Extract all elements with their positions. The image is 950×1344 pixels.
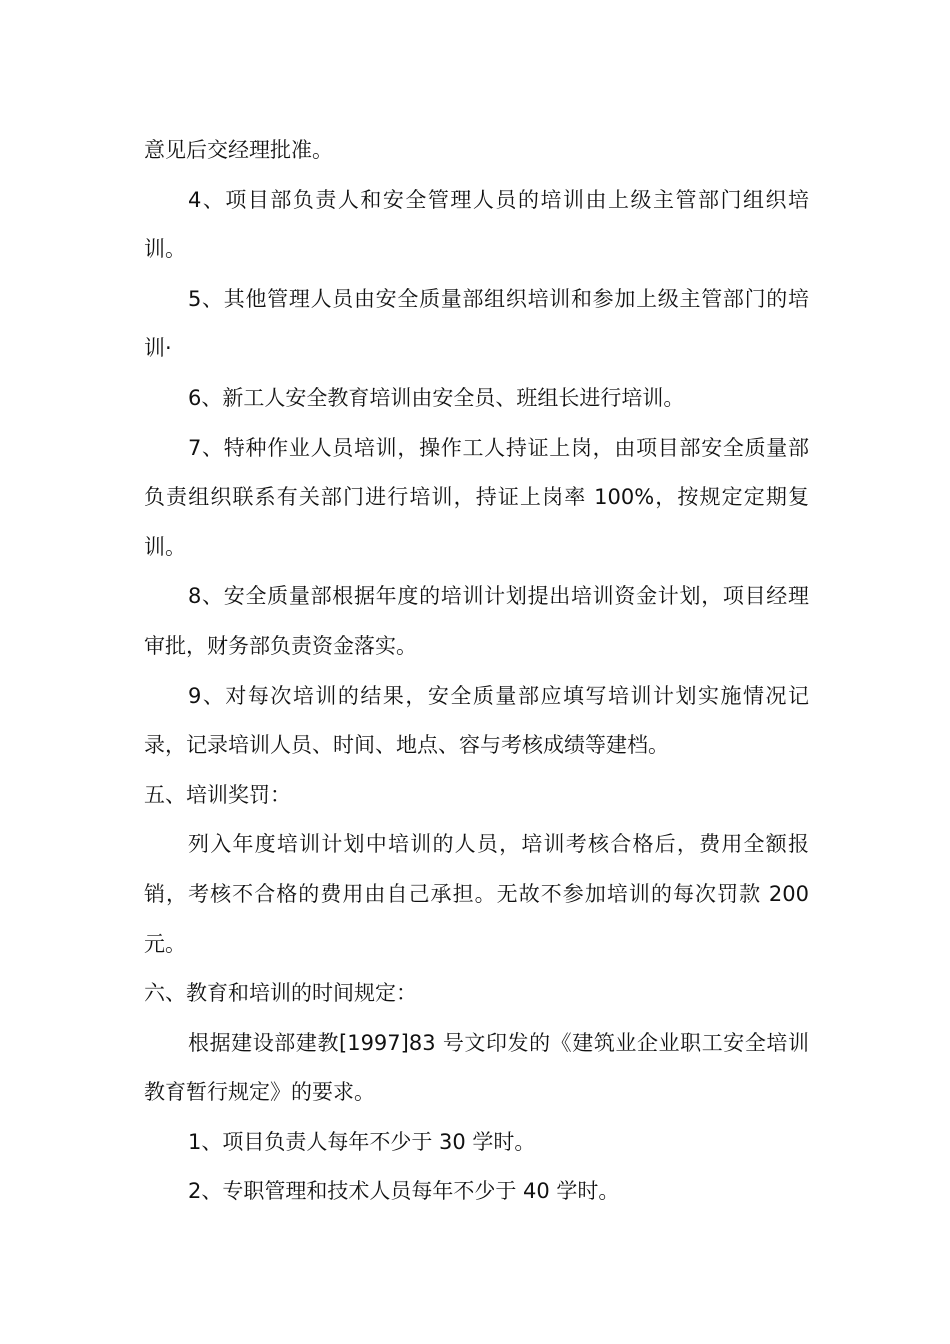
document-body: [144, 126, 809, 1217]
paragraph-item-6: 6、新工人安全教育培训由安全员、班组长进行培训。: [188, 385, 685, 410]
section-heading-time-rules: 六、教育和培训的时间规定：: [144, 981, 417, 1006]
paragraph-item-5: 5、其他管理人员由安全质量部组织培训和参加上级主管部门的培训·: [144, 286, 809, 361]
paragraph-item-8: 8、安全质量部根据年度的培训计划提出培训资金计划，项目经理审批，财务部负责资金落实。: [144, 584, 809, 658]
paragraph-item-4: 4、项目部负责人和安全管理人员的培训由上级主管部门组织培训。: [144, 187, 809, 262]
paragraph-approval: 意见后交经理批准。: [144, 138, 333, 162]
paragraph-item-7: 7、特种作业人员培训，操作工人持证上岗，由项目部安全质量部负责组织联系有关部门进行培训，持证上岗率 100%，按规定定期复训。: [144, 435, 809, 559]
paragraph-staff-hours: 2、专职管理和技术人员每年不少于 40 学时。: [188, 1179, 620, 1204]
paragraph-item-9: 9、对每次培训的结果，安全质量部应填写培训计划实施情况记录，记录培训人员、时间、地点、容与考核成绩等建档。: [144, 683, 809, 758]
paragraph-project-leader-hours: 1、项目负责人每年不少于 30 学时。: [188, 1129, 536, 1154]
paragraph-rewards-penalties: 列入年度培训计划中培训的人员，培训考核合格后，费用全额报销，考核不合格的费用由自己承担。无故不参加培训的每次罚款 200 元。: [144, 832, 809, 956]
section-heading-rewards-penalties: 五、培训奖罚：: [144, 782, 291, 807]
paragraph-regulation-reference: 根据建设部建教[1997]83 号文印发的《建筑业企业职工安全培训教育暂行规定》的要求。: [144, 1030, 809, 1105]
